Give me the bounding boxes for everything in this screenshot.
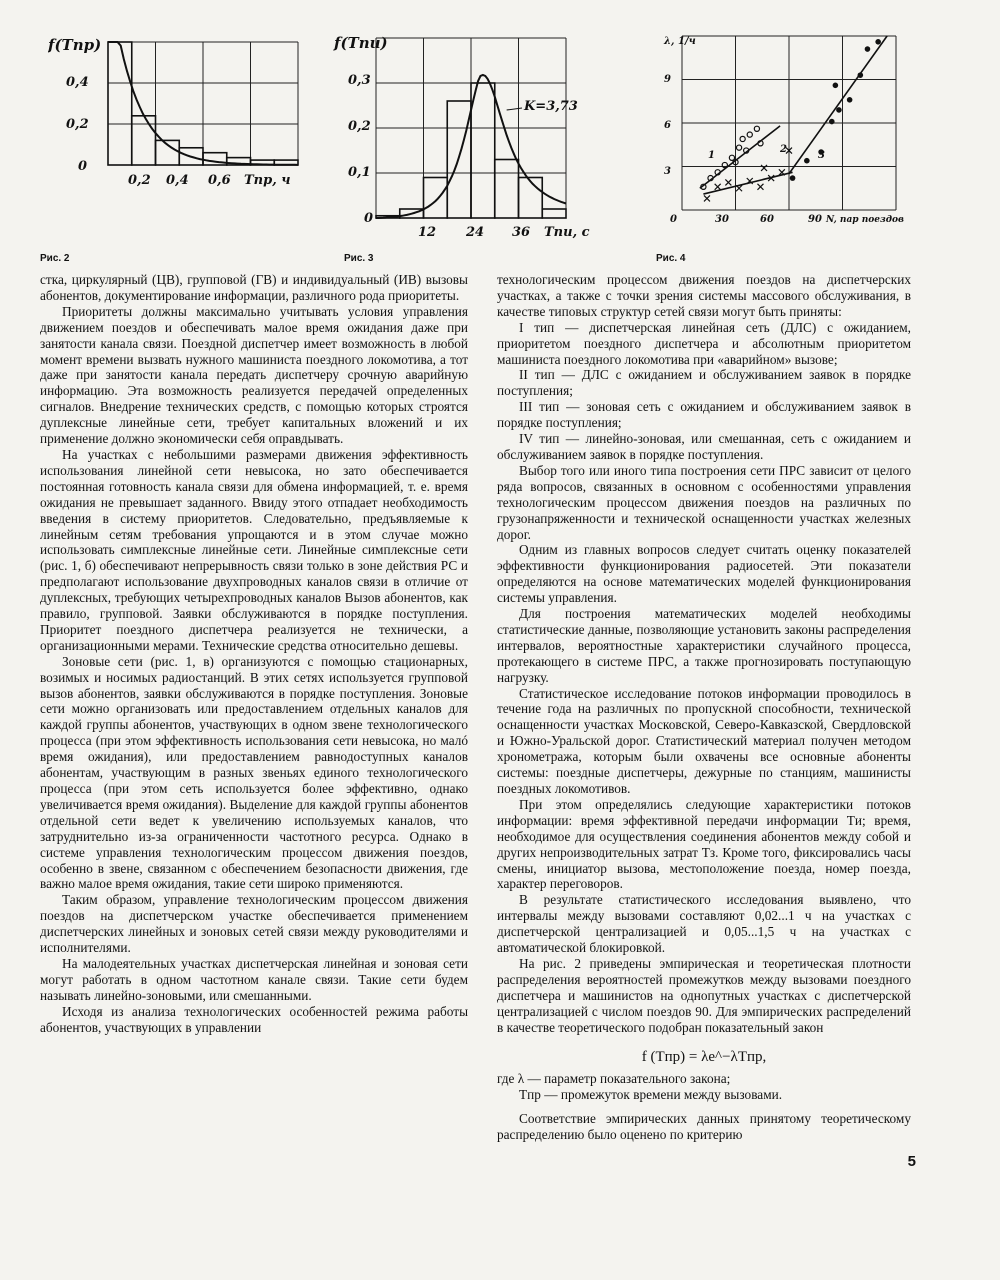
fig4-point-series-3 xyxy=(804,158,810,164)
right-paragraph: III тип — зоновая сеть с ожиданием и обслуживанием заявок в порядке поступления; xyxy=(497,399,911,431)
figure-3-plot xyxy=(330,30,590,245)
right-paragraph: При этом определялись следующие характеристики потоков информации: время эффективной передачи информации Tи; время, необходимое для осуществления соединения абонентов между собой и других непроизводительных затрат Tз. Кроме того, фиксировались часы смены, инициатор вызова, местоположение поезда, номер поезда, характер переговоров. xyxy=(497,796,911,892)
left-paragraph: Зоновые сети (рис. 1, в) организуются с помощью стационарных, возимых и носимых радиостанций. В этих сетях используется групповой вызов абонентов, заявки обслуживаются в порядке поступления. Зоновые сети можно организовать или предоставлением отдельных каналов для каждой группы абонентов, участвующих в одном звене технологического процесса (при этом эффективность использования сети невысока, но малó время ожидания), или предоставлением равнодоступных каналов абонентам, участвующим в разных звеньях единого технологического процесса (при этом сеть используется более эффективно, однако увеличивается время ожидания). Выделение для каждой группы абонентов отдельной сети ведет к увеличению используемых каналов, что затруднительно из-за ограниченности частотного ресурса. Однако в системе управления технологическим процессом движения поездов, особенно в звене, связанном с обеспечением безопасности движения, где важно малое время ожидания, такие сети широко применяются. xyxy=(40,653,468,892)
left-paragraph: На участках с небольшими размерами движения эффективность использования линейной сети невысока, но зато обеспечивается постоянная готовность канала связи для обмена информацией, т. е. время ожидания не превышает заданного. Ввиду этого отпадает необходимость введения в систему приоритетов. Следовательно, предъявляемые к линейным сетям требования упрощаются и в этом случае можно использовать симплексные линейные сети. Линейные симплексные сети (рис. 1, б) обеспечивают непрерывность связи только в зоне действия РС и предполагают использование двухпроводных каналов связи в отличие от дуплексных, требующих четырехпроводных каналов Вызов абонентов, как правило, групповой. Заявки обслуживаются в порядке поступления. Приоритет поездного диспетчера реализуется не технически, а организационными мерами. Технические средства относительно дешевы. xyxy=(40,446,468,653)
formula: f (Tпр) = λe^−λTпр, xyxy=(641,1048,767,1065)
fig2-xtick-1: 0,2 xyxy=(128,173,151,188)
page-number: 5 xyxy=(907,1153,916,1170)
fig4-point-series-2 xyxy=(725,179,731,185)
fig4-xtick-1: 30 xyxy=(715,214,729,225)
right-paragraph: Одним из главных вопросов следует считать оценку показателей эффективности функционирования радиосетей. Эти показатели определяются на основе математических моделей функционирования системы управления. xyxy=(497,542,911,606)
fig4-point-series-1 xyxy=(736,145,741,150)
fig4-ylabel: λ, 1/ч xyxy=(664,36,696,47)
figure-4-caption: Рис. 4 xyxy=(656,253,686,264)
left-paragraph: На малодеятельных участках диспетчерская линейная и зоновая сети могут работать в одном частотном канале связи. Такие сети будем называть линейно-зоновыми, или смешанными. xyxy=(40,955,468,1003)
fig4-point-series-3 xyxy=(790,175,796,181)
fig2-xlabel: Tпр, ч xyxy=(244,173,291,188)
figure-4-plot xyxy=(660,30,920,235)
fig2-bar xyxy=(132,116,156,165)
fig3-bar xyxy=(542,209,566,218)
left-paragraph: Таким образом, управление технологическим процессом движения поездов на диспетчерском участке обеспечивается применением диспетчерских линейных и зоновых сетей связи между руководителями и исполнителями. xyxy=(40,892,468,956)
fig4-point-series-1 xyxy=(747,132,752,137)
fig4-xlabel: N, пар поездов xyxy=(826,215,904,225)
fig4-point-series-2 xyxy=(761,165,767,171)
fig4-ytick-1: 9 xyxy=(664,74,671,85)
fig4-fit-line-3 xyxy=(789,36,887,174)
fig3-ytick-4: 0 xyxy=(364,211,374,226)
right-paragraph: технологическим процессом движения поездов на диспетчерских участках, а также с точки зрения системы массового обслуживания, в качестве типовых структур сетей связи могут быть приняты: xyxy=(497,272,911,319)
fig4-xtick-2: 60 xyxy=(760,214,774,225)
right-paragraph: Соответствие эмпирических данных принятому теоретическому распределению было оценено по критерию xyxy=(497,1111,911,1143)
right-paragraph: Для построения математических моделей необходимы статистические данные, позволяющие установить законы распределения интервалов, вероятностные характеристики случайного процесса, протекающего в системе ПРС, а также прогнозировать поступающую нагрузку. xyxy=(497,606,911,685)
fig4-line-label-3: 3 xyxy=(818,150,825,161)
fig4-point-series-2 xyxy=(704,195,710,201)
fig4-point-series-1 xyxy=(754,126,759,131)
right-paragraph: На рис. 2 приведены эмпирическая и теоретическая плотности распределения вероятностей промежутков между вызовами поездного диспетчера и машинистов на однопутных участках с диспетчерской централизацией с числом поездов 90. Для эмпирических распределений в качестве теоретического подобран показательный закон xyxy=(497,955,911,1035)
fig4-point-series-1 xyxy=(729,155,734,160)
fig3-bar xyxy=(495,160,519,219)
fig3-xtick-1: 12 xyxy=(418,225,437,240)
right-paragraph: Tпр — промежуток времени между вызовами. xyxy=(519,1087,783,1103)
fig2-ytick-2: 0,2 xyxy=(66,117,89,132)
figure-3 xyxy=(330,30,590,245)
left-paragraph: Приоритеты должны максимально учитывать условия управления движением поездов и обеспечивать малое время ожидания даже при занятости канала связи. Поездной диспетчер имеет возможность в любой момент времени вызвать нужного машиниста поездного локомотива, а тот даже при занятости канала передать диспетчеру срочную аварийную информацию. Эта возможность реализуется передачей определенных сигналов. Внедрение технических средств, с помощью которых строятся дуплексные линейные сети, требует капитальных вложений и их применение должно экономически себя оправдывать. xyxy=(40,303,468,447)
fig3-bar xyxy=(424,178,448,219)
left-paragraph: стка, циркулярный (ЦВ), групповой (ГВ) и индивидуальный (ИВ) вызовы абонентов, документирование информации, различного рода приоритеты. xyxy=(40,272,468,303)
left-paragraph: Исходя из анализа технологических особенностей режима работы абонентов, участвующих в управлении xyxy=(40,1003,468,1035)
fig4-point-series-2 xyxy=(757,184,763,190)
fig2-xtick-2: 0,4 xyxy=(166,173,189,188)
fig4-point-series-3 xyxy=(875,39,881,45)
fig4-point-series-2 xyxy=(715,184,721,190)
right-paragraph: I тип — диспетчерская линейная сеть (ДЛС) с ожиданием, приоритетом поездного диспетчера и абсолютным приоритетом машиниста поездного локомотива при «аварийном» вызове; xyxy=(497,319,911,367)
fig4-ytick-2: 6 xyxy=(664,120,671,131)
fig2-xtick-3: 0,6 xyxy=(208,173,231,188)
fig3-ytick-2: 0,2 xyxy=(348,119,371,134)
fig3-bar xyxy=(471,83,495,218)
fig4-line-label-1: 1 xyxy=(708,150,715,161)
fig4-point-series-3 xyxy=(865,46,871,52)
fig3-xtick-2: 24 xyxy=(466,225,485,240)
right-paragraph: Статистическое исследование потоков информации проводилось в течение года на различных по пропускной способности, технической оснащенности участках Московской, Северо-Кавказской, Свердловской и Южно-Уральской дорог. Статистический материал получен методом хронометража, которым были охвачены все основные абоненты системы: поездные диспетчеры, дежурные по станциям, машинисты поездных локомотивов. xyxy=(497,685,911,796)
fig4-point-series-3 xyxy=(847,97,853,103)
right-paragraph: где λ — параметр показательного закона; xyxy=(497,1071,731,1087)
figure-3-caption: Рис. 3 xyxy=(344,253,374,264)
fig3-ytick-3: 0,1 xyxy=(348,165,371,180)
figure-2-caption: Рис. 2 xyxy=(40,253,70,264)
fig2-ytick-1: 0,4 xyxy=(66,75,89,90)
right-paragraph: II тип — ДЛС с ожиданием и обслуживанием заявок в порядке поступления; xyxy=(497,367,911,399)
figure-4 xyxy=(660,30,920,235)
fig3-annotation-leader xyxy=(507,108,522,110)
fig4-xtick-3: 90 xyxy=(808,214,822,225)
fig3-bar xyxy=(519,178,543,219)
fig4-ytick-3: 3 xyxy=(664,166,671,177)
fig3-xlabel: Tпи, с xyxy=(544,225,590,240)
fig2-ylabel: f(Tпр) xyxy=(48,36,102,54)
right-paragraph: В результате статистического исследования выявлено, что интервалы между вызовами составляют 0,02...1 ч на участках с диспетчерской централизацией и 0,05...1,5 ч на участках с автоматической блокировкой. xyxy=(497,892,911,956)
figure-2-plot xyxy=(48,30,308,230)
fig4-line-label-2: 2 xyxy=(780,144,787,155)
fig4-point-series-3 xyxy=(833,83,839,89)
fig4-point-series-3 xyxy=(836,107,842,113)
fig4-point-series-1 xyxy=(740,136,745,141)
right-paragraph: Выбор того или иного типа построения сети ПРС зависит от целого ряда вопросов, связанных в основном с особенностями управления технологическим процессом движения поездов на различных по грузонапряженности и технической оснащенности участках железных дорог. xyxy=(497,462,911,542)
right-paragraph: IV тип — линейно-зоновая, или смешанная, сеть с ожиданием и обслуживанием заявок в порядке поступления. xyxy=(497,431,911,462)
fig2-ytick-3: 0 xyxy=(78,159,88,174)
fig3-xtick-3: 36 xyxy=(512,225,531,240)
left-column xyxy=(40,272,468,1036)
fig3-ytick-1: 0,3 xyxy=(348,73,371,88)
fig4-point-series-3 xyxy=(829,119,835,125)
right-column xyxy=(497,272,911,1143)
fig4-ytick-4: 0 xyxy=(670,214,677,225)
figure-2 xyxy=(48,30,308,230)
fig3-annotation: K=3,73 xyxy=(524,99,578,114)
fig2-bar xyxy=(108,42,132,165)
fig3-ylabel: f(Tпи) xyxy=(334,34,388,52)
